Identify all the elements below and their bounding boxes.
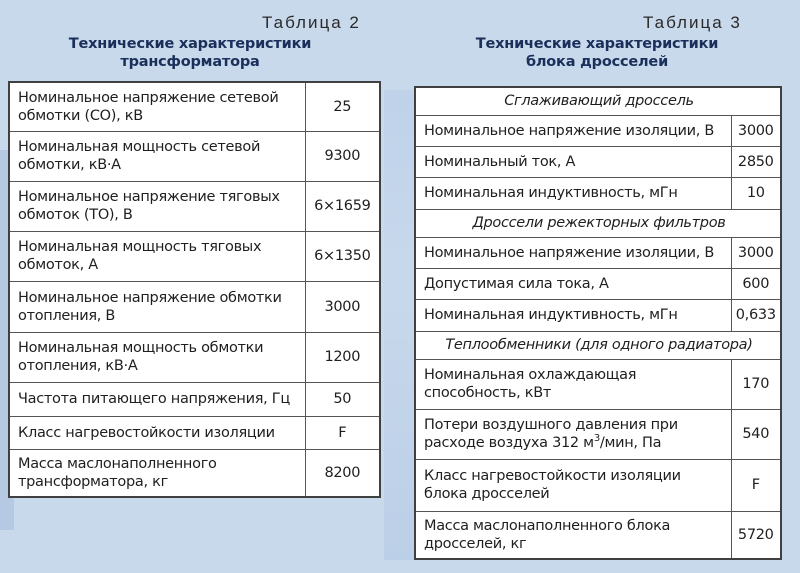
row-value: 2850 xyxy=(731,146,781,177)
table-row xyxy=(9,416,380,449)
table-row xyxy=(415,177,781,209)
row-value: 540 xyxy=(731,409,781,459)
row-value: 50 xyxy=(305,382,380,416)
table3-title xyxy=(447,35,747,71)
row-value: 8200 xyxy=(305,449,380,497)
row-label: Номинальный ток, А xyxy=(415,146,731,177)
row-label: Номинальная индуктивность, мГн xyxy=(415,299,731,331)
table-row xyxy=(415,511,781,559)
row-value: 10 xyxy=(731,177,781,209)
table2-title-line1: Технические характеристики xyxy=(68,36,312,52)
section-heading-row xyxy=(415,331,781,359)
row-label: Номинальная мощность обмотки отопления, кВ·А xyxy=(9,332,305,382)
row-label: Масса маслонаполненного трансформатора, кг xyxy=(9,449,305,497)
row-label-part2: /мин, Па xyxy=(599,435,662,451)
row-value: 600 xyxy=(731,268,781,299)
row-value: F xyxy=(305,416,380,449)
background-strip-middle xyxy=(384,90,414,560)
table-row xyxy=(415,268,781,299)
row-value: 6×1659 xyxy=(305,181,380,231)
table-row xyxy=(415,359,781,409)
row-label: Номинальная индуктивность, мГн xyxy=(415,177,731,209)
table-row xyxy=(9,231,380,281)
row-label: Номинальная мощность сетевой обмотки, кВ·А xyxy=(9,131,305,181)
table2 xyxy=(8,81,381,498)
row-label: Допустимая сила тока, А xyxy=(415,268,731,299)
row-value: 25 xyxy=(305,82,380,131)
row-label-part1: Потери воздушного давления при расходе воздуха 312 м xyxy=(424,417,678,451)
row-label: Масса маслонаполненного блока дросселей, кг xyxy=(415,511,731,559)
table-row xyxy=(415,409,781,459)
table2-caption: Таблица 2 xyxy=(262,13,361,32)
table2-title-line2: трансформатора xyxy=(120,54,260,70)
section-heading-row xyxy=(415,209,781,237)
row-label: Номинальное напряжение изоляции, В xyxy=(415,237,731,268)
table-row xyxy=(9,131,380,181)
row-value: 0,633 xyxy=(731,299,781,331)
row-label: Класс нагревостойкости изоляции xyxy=(9,416,305,449)
row-label: Номинальная охлаждающая способность, кВт xyxy=(415,359,731,409)
row-value: 6×1350 xyxy=(305,231,380,281)
table-row xyxy=(9,332,380,382)
row-value: 9300 xyxy=(305,131,380,181)
table-row xyxy=(415,146,781,177)
row-label xyxy=(415,409,731,459)
row-label: Номинальное напряжение изоляции, В xyxy=(415,115,731,146)
row-label: Класс нагревостойкости изоляции блока дросселей xyxy=(415,459,731,511)
table3 xyxy=(414,86,782,560)
table-row xyxy=(415,459,781,511)
table-row xyxy=(9,382,380,416)
row-label: Номинальная мощность тяговых обмоток, А xyxy=(9,231,305,281)
row-label: Частота питающего напряжения, Гц xyxy=(9,382,305,416)
table-row xyxy=(9,82,380,131)
table3-title-line1: Технические характеристики xyxy=(475,36,719,52)
row-label: Номинальное напряжение тяговых обмоток (ТО), В xyxy=(9,181,305,231)
table-row xyxy=(415,115,781,146)
row-value: 3000 xyxy=(731,237,781,268)
table-row xyxy=(9,449,380,497)
row-label: Номинальное напряжение обмотки отопления, В xyxy=(9,281,305,332)
row-label: Номинальное напряжение сетевой обмотки (СО), кВ xyxy=(9,82,305,131)
table-row xyxy=(9,281,380,332)
table3-title-line2: блока дросселей xyxy=(525,54,669,70)
section-heading-row xyxy=(415,87,781,115)
row-value: F xyxy=(731,459,781,511)
row-value: 1200 xyxy=(305,332,380,382)
table3-caption: Таблица 3 xyxy=(643,13,742,32)
section-heading: Сглаживающий дроссель xyxy=(415,87,781,115)
row-value: 5720 xyxy=(731,511,781,559)
section-heading: Теплообменники (для одного радиатора) xyxy=(415,331,781,359)
table-row xyxy=(415,237,781,268)
table2-title xyxy=(40,35,340,71)
table-row xyxy=(9,181,380,231)
row-value: 170 xyxy=(731,359,781,409)
row-value: 3000 xyxy=(305,281,380,332)
section-heading: Дроссели режекторных фильтров xyxy=(415,209,781,237)
row-label-superscript: 3 xyxy=(593,433,600,445)
row-value: 3000 xyxy=(731,115,781,146)
table-row xyxy=(415,299,781,331)
